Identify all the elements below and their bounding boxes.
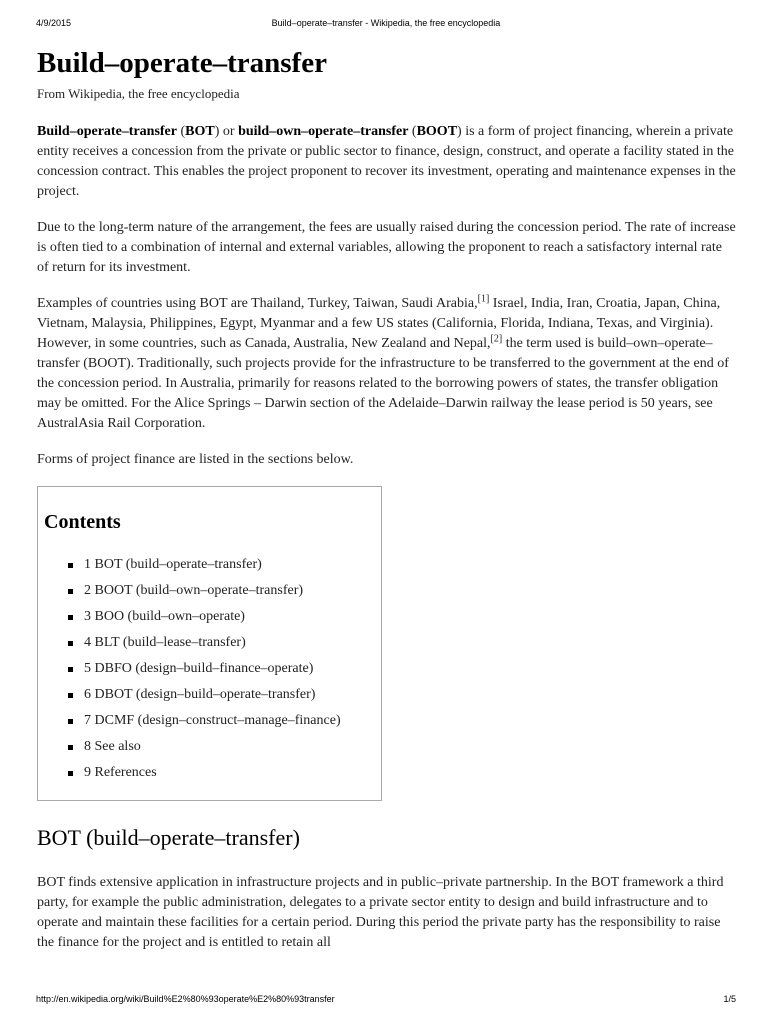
toc-list — [44, 552, 381, 786]
intro-rest: is a form of project financing, wherein a private entity receives a concession from the private or public sector to finance, design, construct, and operate a facility stated in the concession contract. This enables the project proponent to recover its investment, operating and maintenance expenses in the project. — [37, 124, 736, 199]
term-bot: Build–operate–transfer — [37, 124, 177, 139]
citation-link[interactable]: [2] — [490, 333, 503, 345]
print-url: http://en.wikipedia.org/wiki/Build%E2%80%93operate%E2%80%93transfer — [36, 994, 335, 1004]
toc-title: Contents — [44, 511, 121, 533]
toc-item[interactable]: 8 See also — [68, 734, 381, 760]
countries-text-3: the term used is build–own–operate–transfer (BOOT). Traditionally, such projects provide for the infrastructure to be transferred to the government at the end of the concession period. In Australia, primarily for reasons related to the borrowing powers of states, the transfer obligation may be omitted. For the Alice Springs – Darwin section of the Adelaide–Darwin railway the lease period is 50 years, see AustralAsia Rail Corporation. — [37, 336, 729, 431]
toc-item[interactable]: 1 BOT (build–operate–transfer) — [68, 552, 381, 578]
page-title: Build–operate–transfer — [37, 47, 327, 79]
or-text: or — [219, 124, 239, 139]
intro-paragraph: Build–operate–transfer (BOT) or build–own–operate–transfer (BOOT) is a form of project financing, wherein a private entity receives a concession from the private or public sector to finance, design, construct, and operate a facility stated in the concession contract. This enables the project proponent to recover its investment, operating and maintenance expenses in the project. — [37, 124, 736, 199]
abbr-boot: BOOT — [416, 124, 458, 139]
bot-paragraph: BOT finds extensive application in infrastructure projects and in public–private partnership. In the BOT framework a third party, for example the public administration, delegates to a private sector entity to design and build infrastructure and to operate and maintain these facilities for a certain period. During this period the private party has the responsibility to raise the finance for the project and is entitled to retain all — [37, 875, 724, 950]
countries-text-2: Israel, India, Iran, Croatia, Japan, China, Vietnam, Malaysia, Philippines, Egypt, Myanmar and a few US states (California, Florida, Indiana, Texas, and Virginia). However, in some countries, such as Canada, Australia, New Zealand and Nepal, — [37, 296, 721, 351]
toc-item[interactable]: 6 DBOT (design–build–operate–transfer) — [68, 682, 381, 708]
table-of-contents — [37, 486, 382, 801]
countries-paragraph — [37, 294, 737, 434]
toc-item[interactable]: 9 References — [68, 760, 381, 786]
toc-item[interactable]: 7 DCMF (design–construct–manage–finance) — [68, 708, 381, 734]
section-heading: BOT (build–operate–transfer) — [37, 825, 300, 850]
page-number: 1/5 — [723, 994, 736, 1004]
countries-text-1: Examples of countries using BOT are Thailand, Turkey, Taiwan, Saudi Arabia, — [37, 296, 478, 311]
term-boot: build–own–operate–transfer — [238, 124, 409, 139]
toc-item[interactable]: 2 BOOT (build–own–operate–transfer) — [68, 578, 381, 604]
print-date: 4/9/2015 — [36, 18, 72, 28]
fees-paragraph: Due to the long-term nature of the arrangement, the fees are usually raised during the concession period. The rate of increase is often tied to a combination of internal and external variables, allowing the proponent to reach a satisfactory internal rate of return for its investment. — [37, 220, 736, 275]
print-title: Build–operate–transfer - Wikipedia, the free encyclopedia — [271, 18, 501, 28]
forms-paragraph: Forms of project finance are listed in the sections below. — [37, 452, 354, 467]
toc-item[interactable]: 3 BOO (build–own–operate) — [68, 604, 381, 630]
abbr-bot: BOT — [185, 124, 215, 139]
page-subtitle: From Wikipedia, the free encyclopedia — [37, 86, 240, 101]
toc-item[interactable]: 5 DBFO (design–build–finance–operate) — [68, 656, 381, 682]
citation-link[interactable]: [1] — [477, 293, 490, 305]
toc-item[interactable]: 4 BLT (build–lease–transfer) — [68, 630, 381, 656]
article-content — [37, 40, 737, 969]
